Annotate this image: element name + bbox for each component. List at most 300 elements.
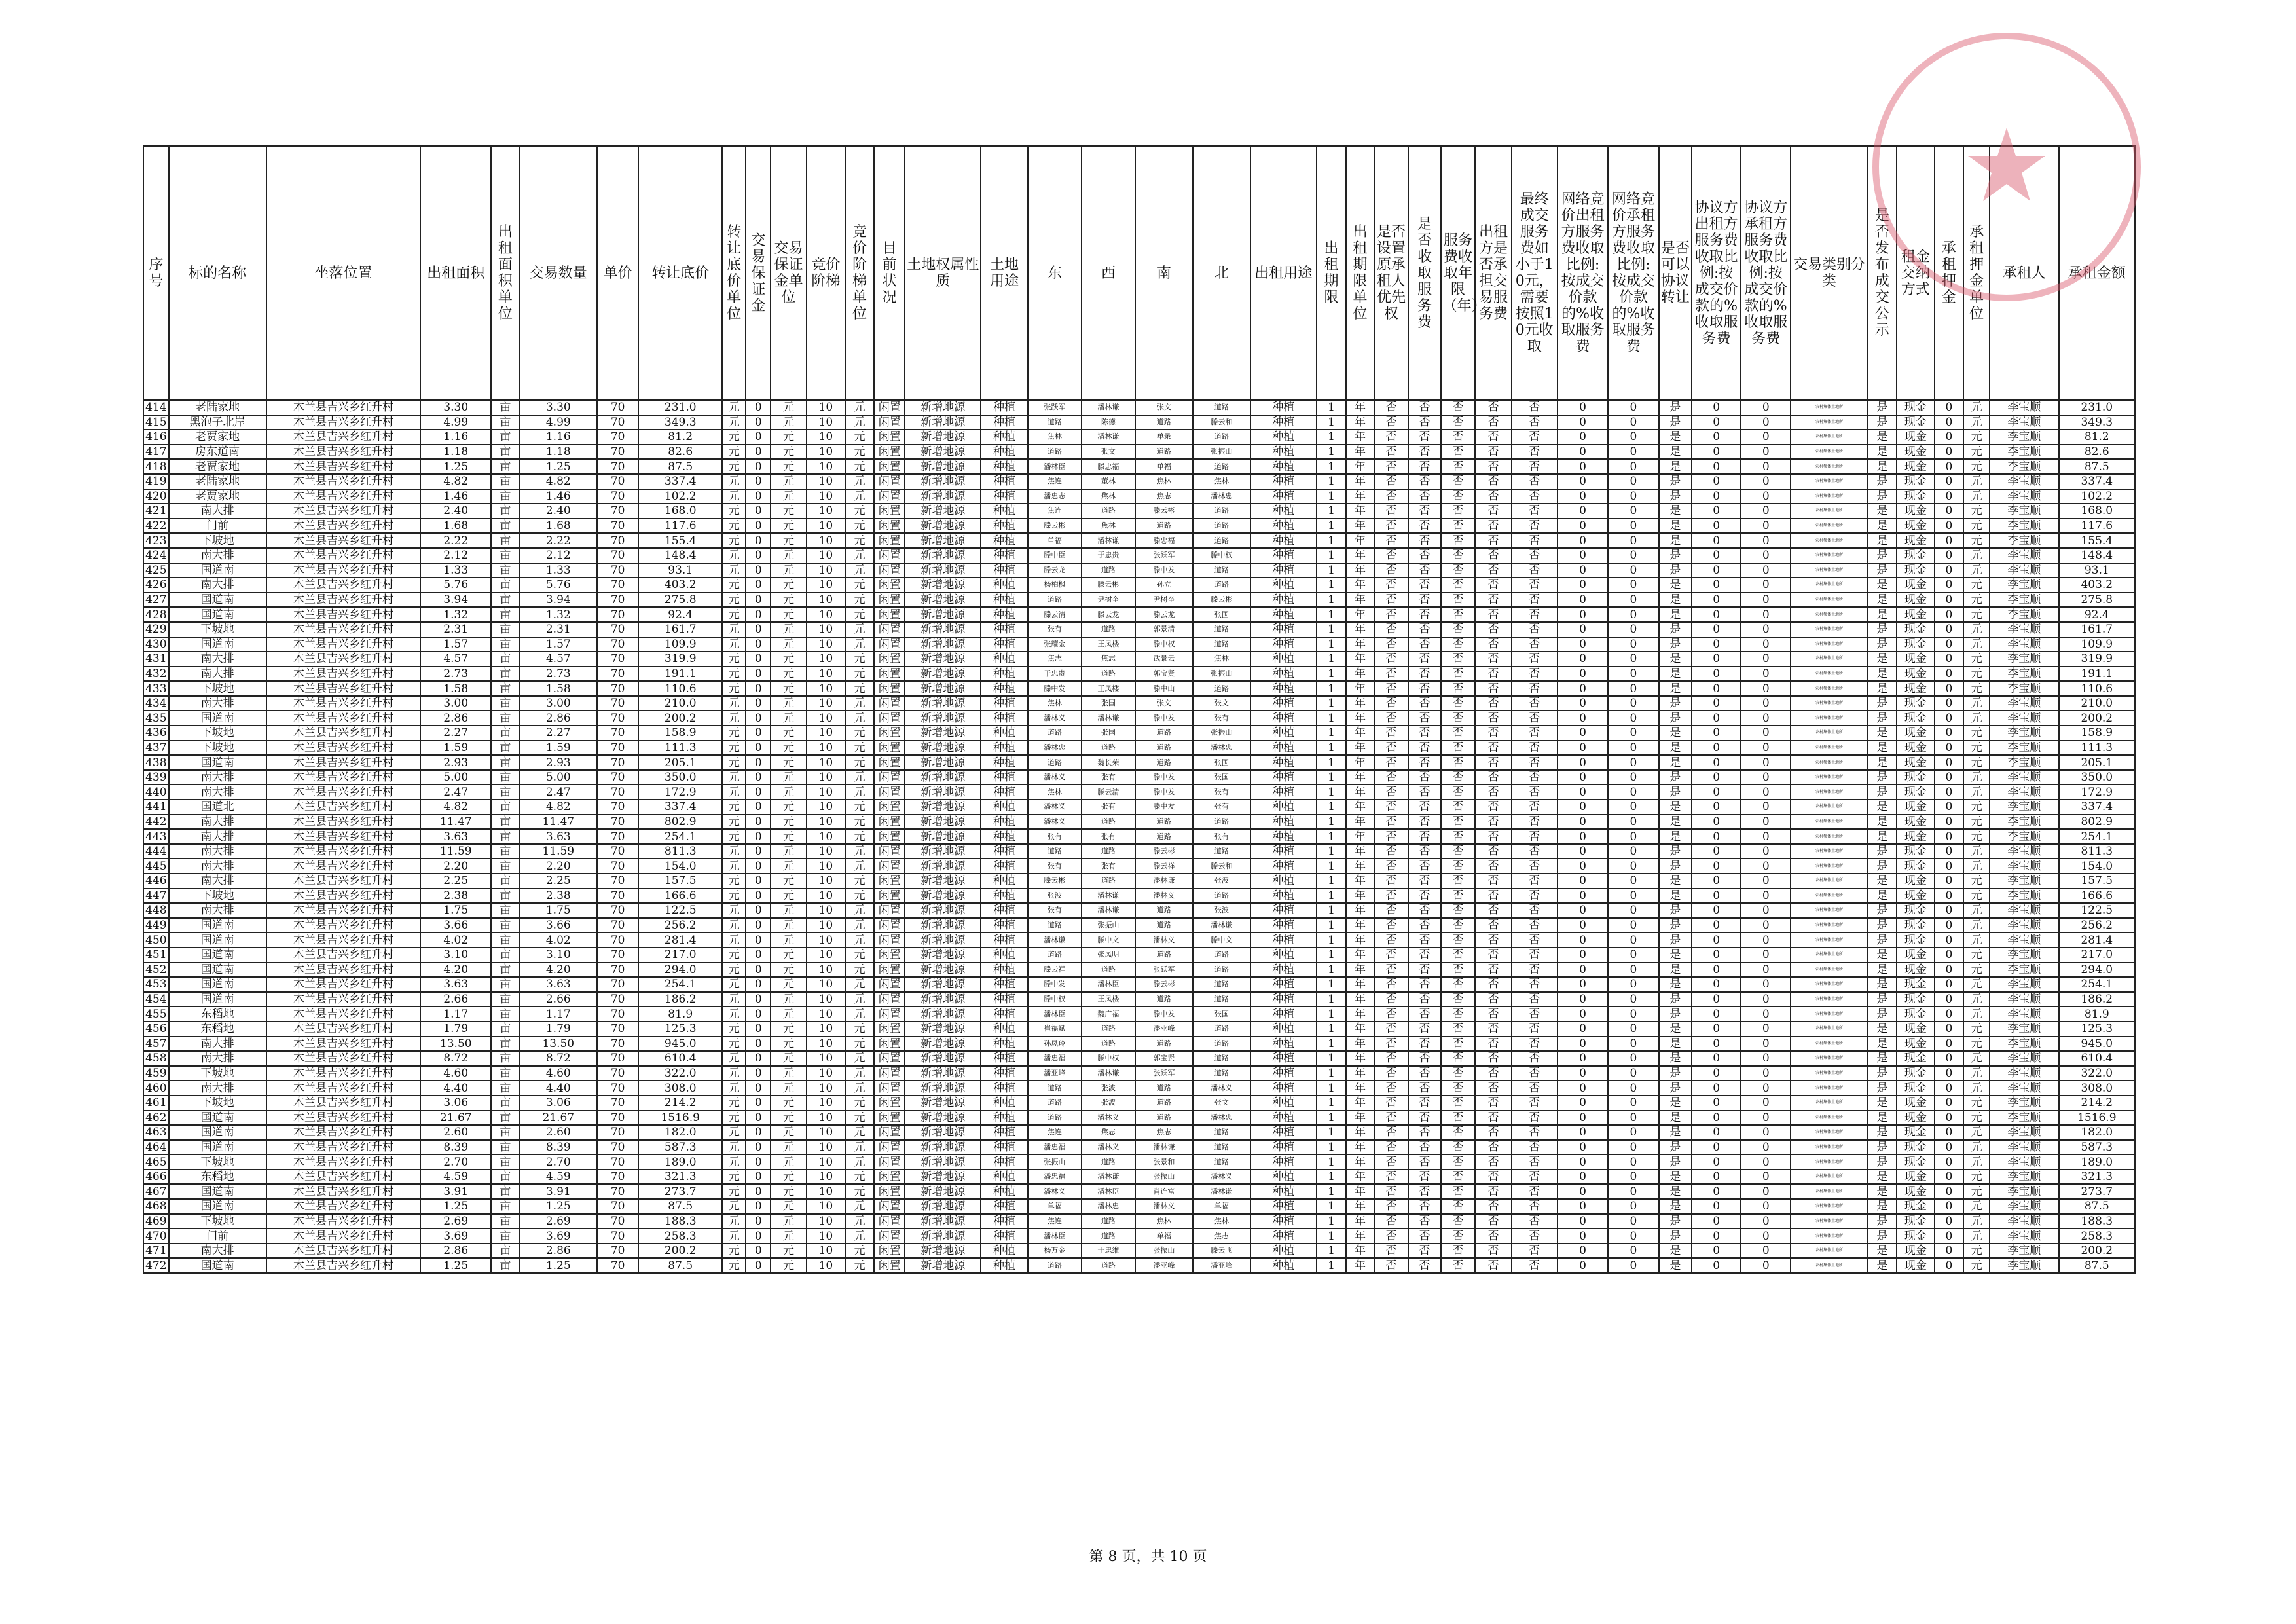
table-cell: 92.4 <box>2059 607 2135 622</box>
table-cell: 李宝顺 <box>1990 784 2059 800</box>
table-cell: 张景和 <box>1135 1154 1193 1170</box>
table-cell: 元 <box>845 445 875 460</box>
table-cell: 否 <box>1475 1154 1511 1170</box>
table-cell: 0 <box>746 578 771 593</box>
table-cell: 元 <box>722 977 746 992</box>
table-cell: 否 <box>1512 696 1558 711</box>
table-cell: 是 <box>1868 696 1897 711</box>
table-cell: 木兰县吉兴乡红升村 <box>266 504 421 519</box>
table-cell: 0 <box>1935 504 1964 519</box>
table-cell: 滕云和 <box>1193 858 1250 874</box>
table-cell: 否 <box>1475 637 1511 652</box>
table-cell: 945.0 <box>2059 1037 2135 1052</box>
table-cell: 0 <box>1608 1140 1658 1155</box>
table-cell: 种植 <box>1250 992 1317 1007</box>
table-cell: 元 <box>771 667 807 682</box>
table-cell: 新增地源 <box>905 815 981 830</box>
table-cell: 否 <box>1512 874 1558 889</box>
table-cell: 木兰县吉兴乡红升村 <box>266 519 421 534</box>
table-cell: 潘林义 <box>1082 1111 1135 1126</box>
table-cell: 种植 <box>1250 1022 1317 1037</box>
table-cell: 元 <box>845 815 875 830</box>
table-cell: 0 <box>746 992 771 1007</box>
table-cell: 否 <box>1512 1111 1558 1126</box>
table-cell: 是 <box>1868 800 1897 815</box>
table-cell: 元 <box>771 741 807 756</box>
table-cell: 种植 <box>1250 1080 1317 1096</box>
table-cell: 亩 <box>491 1080 519 1096</box>
table-cell: 元 <box>722 903 746 918</box>
table-cell: 0 <box>1558 770 1608 785</box>
table-cell: 否 <box>1512 1051 1558 1066</box>
table-cell: 0 <box>746 696 771 711</box>
table-cell: 281.4 <box>2059 932 2135 948</box>
table-cell: 现金 <box>1897 548 1934 563</box>
table-cell: 种植 <box>1250 519 1317 534</box>
table-cell: 70 <box>597 918 638 933</box>
table-cell: 肖连富 <box>1135 1184 1193 1199</box>
table-row <box>143 1214 2135 1229</box>
table-cell: 南大排 <box>169 1244 266 1259</box>
table-cell: 焦林 <box>1135 1214 1193 1229</box>
table-cell: 8.39 <box>420 1140 491 1155</box>
table-cell: 0 <box>1558 593 1608 608</box>
table-cell: 新增地源 <box>905 578 981 593</box>
table-cell: 0 <box>1741 652 1791 667</box>
table-cell: 滕中文 <box>1193 932 1250 948</box>
table-cell: 0 <box>1558 948 1608 963</box>
table-cell: 否 <box>1475 1199 1511 1214</box>
table-cell: 否 <box>1512 977 1558 992</box>
table-cell: 滕云祥 <box>1135 858 1193 874</box>
table-cell: 元 <box>1963 445 1990 460</box>
table-cell: 潘林义 <box>1028 800 1082 815</box>
table-cell: 种植 <box>1250 681 1317 696</box>
table-cell: 农村集体土地所 <box>1791 1228 1867 1244</box>
table-cell: 0 <box>746 563 771 578</box>
table-row <box>143 1199 2135 1214</box>
table-cell: 否 <box>1408 1228 1440 1244</box>
table-cell: 186.2 <box>638 992 722 1007</box>
table-cell: 元 <box>1963 726 1990 741</box>
table-cell: 是 <box>1868 874 1897 889</box>
table-cell: 0 <box>1558 844 1608 859</box>
table-cell: 否 <box>1512 829 1558 844</box>
table-cell: 元 <box>1963 815 1990 830</box>
table-cell: 1.75 <box>420 903 491 918</box>
table-cell: 元 <box>722 445 746 460</box>
table-cell: 闲置 <box>874 948 905 963</box>
table-cell: 元 <box>845 696 875 711</box>
table-cell: 现金 <box>1897 533 1934 548</box>
table-cell: 125.3 <box>638 1022 722 1037</box>
table-cell: 木兰县吉兴乡红升村 <box>266 637 421 652</box>
table-cell: 0 <box>1558 1228 1608 1244</box>
table-cell: 亩 <box>491 1154 519 1170</box>
table-cell: 3.30 <box>420 400 491 415</box>
table-cell: 0 <box>746 1006 771 1022</box>
table-cell: 802.9 <box>638 815 722 830</box>
table-cell: 0 <box>1558 400 1608 415</box>
table-cell: 否 <box>1374 977 1409 992</box>
table-cell: 潘忠福 <box>1028 1140 1082 1155</box>
table-cell: 元 <box>845 1096 875 1111</box>
table-cell: 否 <box>1374 548 1409 563</box>
table-cell: 否 <box>1374 1244 1409 1259</box>
table-cell: 0 <box>1741 829 1791 844</box>
table-cell: 元 <box>771 889 807 904</box>
table-cell: 滕云和 <box>1193 415 1250 430</box>
table-cell: 现金 <box>1897 903 1934 918</box>
table-cell: 种植 <box>981 963 1028 978</box>
table-cell: 年 <box>1346 1184 1374 1199</box>
table-cell: 0 <box>746 667 771 682</box>
table-cell: 0 <box>1558 992 1608 1007</box>
table-cell: 是 <box>1659 903 1692 918</box>
table-cell: 张振山 <box>1193 726 1250 741</box>
table-cell: 种植 <box>1250 563 1317 578</box>
table-cell: 新增地源 <box>905 504 981 519</box>
table-cell: 张文 <box>1193 696 1250 711</box>
table-cell: 滕云彬 <box>1028 874 1082 889</box>
table-cell: 81.9 <box>638 1006 722 1022</box>
table-cell: 1 <box>1317 696 1347 711</box>
table-cell: 0 <box>1741 681 1791 696</box>
table-cell: 闲置 <box>874 637 905 652</box>
table-cell: 1.58 <box>520 681 597 696</box>
table-cell: 是 <box>1868 1199 1897 1214</box>
table-cell: 70 <box>597 1051 638 1066</box>
table-cell: 元 <box>722 696 746 711</box>
table-cell: 0 <box>1692 770 1741 785</box>
table-cell: 0 <box>746 430 771 445</box>
table-cell: 元 <box>722 918 746 933</box>
table-cell: 4.82 <box>420 800 491 815</box>
table-cell: 0 <box>1692 1096 1741 1111</box>
table-row <box>143 710 2135 726</box>
table-cell: 0 <box>746 948 771 963</box>
table-cell: 448 <box>143 903 169 918</box>
table-cell: 否 <box>1408 474 1440 489</box>
table-cell: 元 <box>722 1199 746 1214</box>
column-header: 出租方是否承担交易服务费 <box>1475 146 1511 400</box>
table-cell: 10 <box>807 918 845 933</box>
table-cell: 元 <box>771 948 807 963</box>
table-cell: 闲置 <box>874 784 905 800</box>
table-cell: 年 <box>1346 1258 1374 1273</box>
table-cell: 种植 <box>1250 829 1317 844</box>
table-cell: 0 <box>1692 607 1741 622</box>
table-cell: 70 <box>597 696 638 711</box>
table-cell: 2.86 <box>420 710 491 726</box>
table-cell: 1 <box>1317 844 1347 859</box>
table-cell: 元 <box>845 977 875 992</box>
table-cell: 元 <box>771 726 807 741</box>
table-cell: 潘林忠 <box>1193 741 1250 756</box>
table-cell: 1.25 <box>420 1199 491 1214</box>
table-cell: 是 <box>1659 445 1692 460</box>
table-cell: 种植 <box>1250 710 1317 726</box>
table-cell: 李宝顺 <box>1990 815 2059 830</box>
table-cell: 0 <box>746 815 771 830</box>
table-cell: 亩 <box>491 533 519 548</box>
table-cell: 否 <box>1512 1244 1558 1259</box>
table-cell: 否 <box>1512 918 1558 933</box>
table-cell: 5.00 <box>420 770 491 785</box>
table-cell: 0 <box>1608 519 1658 534</box>
table-cell: 尹树奎 <box>1082 593 1135 608</box>
table-cell: 否 <box>1475 918 1511 933</box>
table-cell: 1 <box>1317 815 1347 830</box>
table-cell: 否 <box>1408 1111 1440 1126</box>
table-cell: 道路 <box>1028 1080 1082 1096</box>
table-cell: 元 <box>1963 1111 1990 1126</box>
table-cell: 102.2 <box>638 489 722 504</box>
table-cell: 闲置 <box>874 593 905 608</box>
table-cell: 否 <box>1475 1066 1511 1081</box>
table-cell: 滕中权 <box>1082 1051 1135 1066</box>
table-cell: 闲置 <box>874 504 905 519</box>
table-cell: 王凤楼 <box>1082 681 1135 696</box>
table-cell: 滕云龙 <box>1028 563 1082 578</box>
table-cell: 否 <box>1408 445 1440 460</box>
table-cell: 0 <box>1608 489 1658 504</box>
table-cell: 0 <box>1558 563 1608 578</box>
table-cell: 10 <box>807 593 845 608</box>
table-cell: 337.4 <box>2059 474 2135 489</box>
table-cell: 0 <box>746 1022 771 1037</box>
table-cell: 闲置 <box>874 977 905 992</box>
table-cell: 1 <box>1317 622 1347 637</box>
table-cell: 年 <box>1346 400 1374 415</box>
table-cell: 农村集体土地所 <box>1791 815 1867 830</box>
table-row <box>143 459 2135 474</box>
table-cell: 亩 <box>491 1125 519 1140</box>
table-cell: 滕云彬 <box>1082 578 1135 593</box>
table-cell: 否 <box>1512 622 1558 637</box>
table-cell: 元 <box>771 445 807 460</box>
table-cell: 403.2 <box>638 578 722 593</box>
table-cell: 潘林忠 <box>1193 1111 1250 1126</box>
table-cell: 滕中发 <box>1135 563 1193 578</box>
table-cell: 木兰县吉兴乡红升村 <box>266 667 421 682</box>
table-cell: 闲置 <box>874 1066 905 1081</box>
table-cell: 现金 <box>1897 474 1934 489</box>
table-cell: 元 <box>1963 1051 1990 1066</box>
table-cell: 否 <box>1374 578 1409 593</box>
table-cell: 木兰县吉兴乡红升村 <box>266 726 421 741</box>
table-cell: 新增地源 <box>905 652 981 667</box>
table-cell: 10 <box>807 459 845 474</box>
table-cell: 否 <box>1475 889 1511 904</box>
table-cell: 81.2 <box>2059 430 2135 445</box>
table-cell: 道路 <box>1193 1154 1250 1170</box>
table-cell: 张波 <box>1193 874 1250 889</box>
table-cell: 否 <box>1512 445 1558 460</box>
table-cell: 0 <box>1935 1214 1964 1229</box>
table-cell: 闲置 <box>874 874 905 889</box>
table-cell: 闲置 <box>874 578 905 593</box>
table-cell: 现金 <box>1897 593 1934 608</box>
table-cell: 0 <box>1935 977 1964 992</box>
table-cell: 是 <box>1868 1037 1897 1052</box>
table-cell: 是 <box>1659 1006 1692 1022</box>
table-cell: 0 <box>746 710 771 726</box>
table-cell: 1.18 <box>520 445 597 460</box>
table-cell: 4.60 <box>520 1066 597 1081</box>
table-cell: 张有 <box>1193 829 1250 844</box>
table-cell: 元 <box>845 858 875 874</box>
table-cell: 元 <box>845 1051 875 1066</box>
table-cell: 是 <box>1868 710 1897 726</box>
table-cell: 4.60 <box>420 1066 491 1081</box>
column-header: 竞价阶梯 <box>807 146 845 400</box>
table-cell: 元 <box>845 844 875 859</box>
table-cell: 10 <box>807 784 845 800</box>
table-cell: 否 <box>1441 829 1476 844</box>
table-cell: 农村集体土地所 <box>1791 963 1867 978</box>
table-cell: 老贾家地 <box>169 459 266 474</box>
table-cell: 148.4 <box>2059 548 2135 563</box>
table-cell: 年 <box>1346 844 1374 859</box>
table-cell: 否 <box>1441 622 1476 637</box>
table-cell: 否 <box>1475 519 1511 534</box>
table-cell: 现金 <box>1897 1214 1934 1229</box>
table-cell: 否 <box>1408 800 1440 815</box>
table-cell: 0 <box>1558 430 1608 445</box>
table-cell: 否 <box>1408 710 1440 726</box>
table-cell: 道路 <box>1082 741 1135 756</box>
table-row <box>143 504 2135 519</box>
table-cell: 李宝顺 <box>1990 1080 2059 1096</box>
table-cell: 是 <box>1868 963 1897 978</box>
table-cell: 张波 <box>1082 1080 1135 1096</box>
table-cell: 0 <box>1692 1154 1741 1170</box>
table-cell: 158.9 <box>2059 726 2135 741</box>
table-row <box>143 445 2135 460</box>
table-cell: 是 <box>1868 622 1897 637</box>
table-cell: 否 <box>1374 652 1409 667</box>
table-cell: 0 <box>1935 992 1964 1007</box>
table-cell: 否 <box>1512 1228 1558 1244</box>
table-cell: 木兰县吉兴乡红升村 <box>266 696 421 711</box>
table-cell: 亩 <box>491 1184 519 1199</box>
table-cell: 455 <box>143 1006 169 1022</box>
table-cell: 否 <box>1512 430 1558 445</box>
table-cell: 110.6 <box>2059 681 2135 696</box>
table-cell: 0 <box>1558 415 1608 430</box>
table-cell: 610.4 <box>638 1051 722 1066</box>
table-cell: 否 <box>1441 1006 1476 1022</box>
table-cell: 否 <box>1475 1111 1511 1126</box>
table-cell: 否 <box>1374 400 1409 415</box>
column-header: 出租面积单位 <box>491 146 519 400</box>
table-cell: 新增地源 <box>905 637 981 652</box>
table-cell: 472 <box>143 1258 169 1273</box>
table-cell: 0 <box>1558 1066 1608 1081</box>
table-cell: 否 <box>1374 1125 1409 1140</box>
table-cell: 年 <box>1346 932 1374 948</box>
table-cell: 10 <box>807 1184 845 1199</box>
table-cell: 否 <box>1374 622 1409 637</box>
table-cell: 0 <box>1692 489 1741 504</box>
table-cell: 亩 <box>491 858 519 874</box>
table-cell: 闲置 <box>874 992 905 1007</box>
table-cell: 潘林臣 <box>1082 977 1135 992</box>
table-cell: 亩 <box>491 593 519 608</box>
table-cell: 新增地源 <box>905 593 981 608</box>
table-cell: 否 <box>1374 918 1409 933</box>
table-cell: 滕中权 <box>1028 992 1082 1007</box>
table-cell: 是 <box>1659 1066 1692 1081</box>
table-cell: 种植 <box>981 533 1028 548</box>
table-row <box>143 858 2135 874</box>
table-cell: 种植 <box>981 889 1028 904</box>
table-cell: 新增地源 <box>905 770 981 785</box>
table-cell: 否 <box>1374 1199 1409 1214</box>
table-cell: 闲置 <box>874 903 905 918</box>
table-cell: 亩 <box>491 430 519 445</box>
table-cell: 否 <box>1475 1080 1511 1096</box>
table-cell: 现金 <box>1897 459 1934 474</box>
table-cell: 200.2 <box>638 710 722 726</box>
table-cell: 张振山 <box>1193 667 1250 682</box>
table-cell: 10 <box>807 874 845 889</box>
table-cell: 元 <box>771 815 807 830</box>
table-cell: 元 <box>1963 1184 1990 1199</box>
table-cell: 是 <box>1659 784 1692 800</box>
table-cell: 张波 <box>1082 1096 1135 1111</box>
table-cell: 1.59 <box>520 741 597 756</box>
table-cell: 464 <box>143 1140 169 1155</box>
table-cell: 457 <box>143 1037 169 1052</box>
table-cell: 否 <box>1512 474 1558 489</box>
table-cell: 道路 <box>1028 918 1082 933</box>
table-cell: 434 <box>143 696 169 711</box>
table-cell: 10 <box>807 667 845 682</box>
table-cell: 2.22 <box>420 533 491 548</box>
table-cell: 木兰县吉兴乡红升村 <box>266 710 421 726</box>
table-cell: 1 <box>1317 593 1347 608</box>
table-cell: 0 <box>1692 1080 1741 1096</box>
table-cell: 滕云清 <box>1082 784 1135 800</box>
table-cell: 滕中发 <box>1135 770 1193 785</box>
table-cell: 93.1 <box>638 563 722 578</box>
table-cell: 道路 <box>1193 815 1250 830</box>
table-cell: 0 <box>1608 474 1658 489</box>
table-cell: 元 <box>1963 903 1990 918</box>
table-row <box>143 889 2135 904</box>
table-cell: 种植 <box>1250 963 1317 978</box>
table-cell: 否 <box>1441 430 1476 445</box>
table-cell: 新增地源 <box>905 489 981 504</box>
table-cell: 南大排 <box>169 874 266 889</box>
table-cell: 0 <box>1608 948 1658 963</box>
table-cell: 元 <box>771 1096 807 1111</box>
table-cell: 种植 <box>981 578 1028 593</box>
column-header: 承租金额 <box>2059 146 2135 400</box>
table-cell: 种植 <box>981 415 1028 430</box>
column-header: 目前状况 <box>874 146 905 400</box>
table-cell: 0 <box>1741 932 1791 948</box>
table-cell: 是 <box>1659 474 1692 489</box>
table-cell: 0 <box>1935 415 1964 430</box>
table-cell: 2.12 <box>420 548 491 563</box>
table-cell: 种植 <box>981 1096 1028 1111</box>
table-cell: 道路 <box>1193 519 1250 534</box>
table-cell: 0 <box>1692 459 1741 474</box>
table-cell: 10 <box>807 992 845 1007</box>
